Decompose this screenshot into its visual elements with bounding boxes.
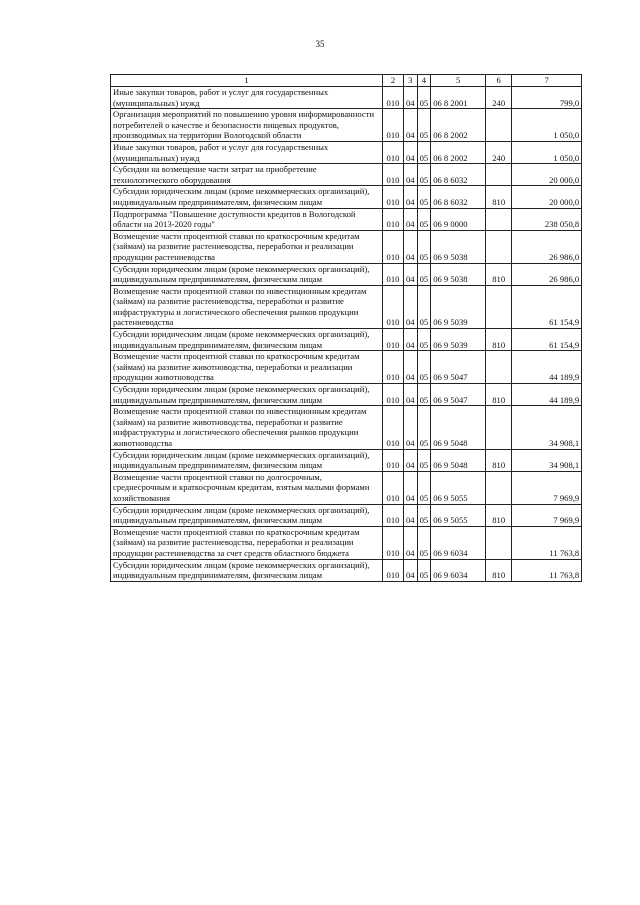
ministry-code: 010 [383,329,404,351]
section-code: 04 [404,285,418,328]
row-name: Субсидии юридическим лицам (кроме некоммерческих организаций), индивидуальным предпринимателям, физическим лицам [111,263,383,285]
expense-type-code [486,208,512,230]
expense-type-code: 810 [486,504,512,526]
table-body [111,87,582,582]
ministry-code: 010 [383,230,404,263]
section-code: 04 [404,87,418,109]
target-article-code: 06 9 5055 [431,471,486,504]
ministry-code: 010 [383,471,404,504]
amount-value: 61 154,9 [512,285,582,328]
section-code: 04 [404,109,418,142]
row-name: Субсидии юридическим лицам (кроме некоммерческих организаций), индивидуальным предпринимателям, физическим лицам [111,449,383,471]
target-article-code: 06 9 5038 [431,230,486,263]
expense-type-code: 810 [486,263,512,285]
section-code: 04 [404,559,418,581]
ministry-code: 010 [383,384,404,406]
target-article-code: 06 8 6032 [431,186,486,208]
amount-value: 238 050,8 [512,208,582,230]
expense-type-code [486,406,512,449]
subsection-code: 05 [417,449,431,471]
ministry-code: 010 [383,109,404,142]
row-name: Иные закупки товаров, работ и услуг для государственных (муниципальных) нужд [111,141,383,163]
subsection-code: 05 [417,351,431,384]
row-name: Возмещение части процентной ставки по краткосрочным кредитам (займам) на развитие растениеводства, переработки и реализации продукции растениеводства за счет средств областного бюджета [111,526,383,559]
amount-value: 1 050,0 [512,109,582,142]
amount-value: 7 969,9 [512,504,582,526]
ministry-code: 010 [383,141,404,163]
table-row [111,285,582,328]
section-code: 04 [404,186,418,208]
subsection-code: 05 [417,164,431,186]
target-article-code: 06 9 5039 [431,285,486,328]
table-row [111,263,582,285]
page-number: 35 [315,39,325,49]
ministry-code: 010 [383,449,404,471]
column-header: 2 [383,75,404,87]
column-header: 1 [111,75,383,87]
expense-type-code [486,526,512,559]
table-row [111,384,582,406]
column-header: 4 [417,75,431,87]
subsection-code: 05 [417,329,431,351]
table-row [111,109,582,142]
amount-value: 20 000,0 [512,164,582,186]
section-code: 04 [404,351,418,384]
target-article-code: 06 9 5039 [431,329,486,351]
target-article-code: 06 8 2001 [431,87,486,109]
subsection-code: 05 [417,471,431,504]
section-code: 04 [404,504,418,526]
expense-type-code: 810 [486,329,512,351]
amount-value: 799,0 [512,87,582,109]
expense-type-code [486,351,512,384]
amount-value: 34 908,1 [512,406,582,449]
subsection-code: 05 [417,285,431,328]
table-row [111,329,582,351]
table-row [111,471,582,504]
amount-value: 44 189,9 [512,384,582,406]
target-article-code: 06 9 5055 [431,504,486,526]
target-article-code: 06 8 2002 [431,109,486,142]
amount-value: 34 908,1 [512,449,582,471]
target-article-code: 06 9 6034 [431,559,486,581]
subsection-code: 05 [417,186,431,208]
subsection-code: 05 [417,263,431,285]
amount-value: 44 189,9 [512,351,582,384]
table-row [111,208,582,230]
row-name: Субсидии юридическим лицам (кроме некоммерческих организаций), индивидуальным предпринимателям, физическим лицам [111,384,383,406]
amount-value: 11 763,8 [512,559,582,581]
subsection-code: 05 [417,504,431,526]
ministry-code: 010 [383,406,404,449]
table-row [111,559,582,581]
amount-value: 1 050,0 [512,141,582,163]
expense-type-code [486,109,512,142]
row-name: Подпрограмма "Повышение доступности кредитов в Вологодской области на 2013-2020 годы" [111,208,383,230]
subsection-code: 05 [417,230,431,263]
section-code: 04 [404,164,418,186]
expense-type-code: 810 [486,449,512,471]
ministry-code: 010 [383,285,404,328]
row-name: Возмещение части процентной ставки по краткосрочным кредитам (займам) на развитие животноводства, переработки и реализации продукции животноводства [111,351,383,384]
amount-value: 26 986,0 [512,230,582,263]
ministry-code: 010 [383,186,404,208]
ministry-code: 010 [383,263,404,285]
expense-type-code: 810 [486,186,512,208]
expense-type-code: 810 [486,559,512,581]
ministry-code: 010 [383,87,404,109]
subsection-code: 05 [417,406,431,449]
table-row [111,141,582,163]
expense-type-code: 240 [486,87,512,109]
amount-value: 7 969,9 [512,471,582,504]
section-code: 04 [404,329,418,351]
expense-type-code [486,164,512,186]
table-row [111,406,582,449]
subsection-code: 05 [417,384,431,406]
amount-value: 11 763,8 [512,526,582,559]
row-name: Возмещение части процентной ставки по инвестиционным кредитам (займам) на развитие животноводства, переработки и развитие инфраструктуры и логистического обеспечения рынков продукции животноводства [111,406,383,449]
target-article-code: 06 8 2002 [431,141,486,163]
row-name: Возмещение части процентной ставки по инвестиционным кредитам (займам) на развитие растениеводства, переработки и развитие инфраструктуры и логистического обеспечения рынков продукции растениеводства [111,285,383,328]
row-name: Субсидии юридическим лицам (кроме некоммерческих организаций), индивидуальным предпринимателям, физическим лицам [111,559,383,581]
subsection-code: 05 [417,559,431,581]
ministry-code: 010 [383,351,404,384]
row-name: Субсидии юридическим лицам (кроме некоммерческих организаций), индивидуальным предпринимателям, физическим лицам [111,504,383,526]
column-header: 6 [486,75,512,87]
subsection-code: 05 [417,141,431,163]
section-code: 04 [404,406,418,449]
subsection-code: 05 [417,87,431,109]
amount-value: 26 986,0 [512,263,582,285]
row-name: Возмещение части процентной ставки по долгосрочным, среднесрочным и краткосрочным кредитам, взятым малыми формами хозяйствования [111,471,383,504]
target-article-code: 06 9 5048 [431,449,486,471]
target-article-code: 06 9 5048 [431,406,486,449]
expense-type-code [486,230,512,263]
expense-type-code [486,285,512,328]
target-article-code: 06 9 5047 [431,351,486,384]
table-row [111,449,582,471]
amount-value: 61 154,9 [512,329,582,351]
ministry-code: 010 [383,526,404,559]
target-article-code: 06 9 0000 [431,208,486,230]
column-header: 3 [404,75,418,87]
column-header: 7 [512,75,582,87]
ministry-code: 010 [383,164,404,186]
subsection-code: 05 [417,526,431,559]
expense-type-code [486,471,512,504]
section-code: 04 [404,230,418,263]
table-row [111,164,582,186]
table-row [111,230,582,263]
section-code: 04 [404,208,418,230]
table-row [111,87,582,109]
section-code: 04 [404,526,418,559]
ministry-code: 010 [383,559,404,581]
table-row [111,526,582,559]
subsection-code: 05 [417,109,431,142]
row-name: Иные закупки товаров, работ и услуг для государственных (муниципальных) нужд [111,87,383,109]
table-header-row [111,75,582,87]
table-row [111,186,582,208]
section-code: 04 [404,384,418,406]
ministry-code: 010 [383,208,404,230]
target-article-code: 06 8 6032 [431,164,486,186]
column-header: 5 [431,75,486,87]
row-name: Субсидии на возмещение части затрат на приобретение технологического оборудования [111,164,383,186]
section-code: 04 [404,263,418,285]
row-name: Возмещение части процентной ставки по краткосрочным кредитам (займам) на развитие растениеводства, переработки и реализации продукции растениеводства [111,230,383,263]
row-name: Субсидии юридическим лицам (кроме некоммерческих организаций), индивидуальным предпринимателям, физическим лицам [111,186,383,208]
row-name: Субсидии юридическим лицам (кроме некоммерческих организаций), индивидуальным предпринимателям, физическим лицам [111,329,383,351]
budget-table [110,74,582,582]
section-code: 04 [404,141,418,163]
expense-type-code: 810 [486,384,512,406]
section-code: 04 [404,449,418,471]
section-code: 04 [404,471,418,504]
expense-type-code: 240 [486,141,512,163]
ministry-code: 010 [383,504,404,526]
row-name: Организация мероприятий по повышению уровня информированности потребителей о качестве и безопасности пищевых продуктов, производимых на территории Вологодской области [111,109,383,142]
table-row [111,504,582,526]
table-row [111,351,582,384]
target-article-code: 06 9 5047 [431,384,486,406]
subsection-code: 05 [417,208,431,230]
target-article-code: 06 9 5038 [431,263,486,285]
target-article-code: 06 9 6034 [431,526,486,559]
amount-value: 20 000,0 [512,186,582,208]
